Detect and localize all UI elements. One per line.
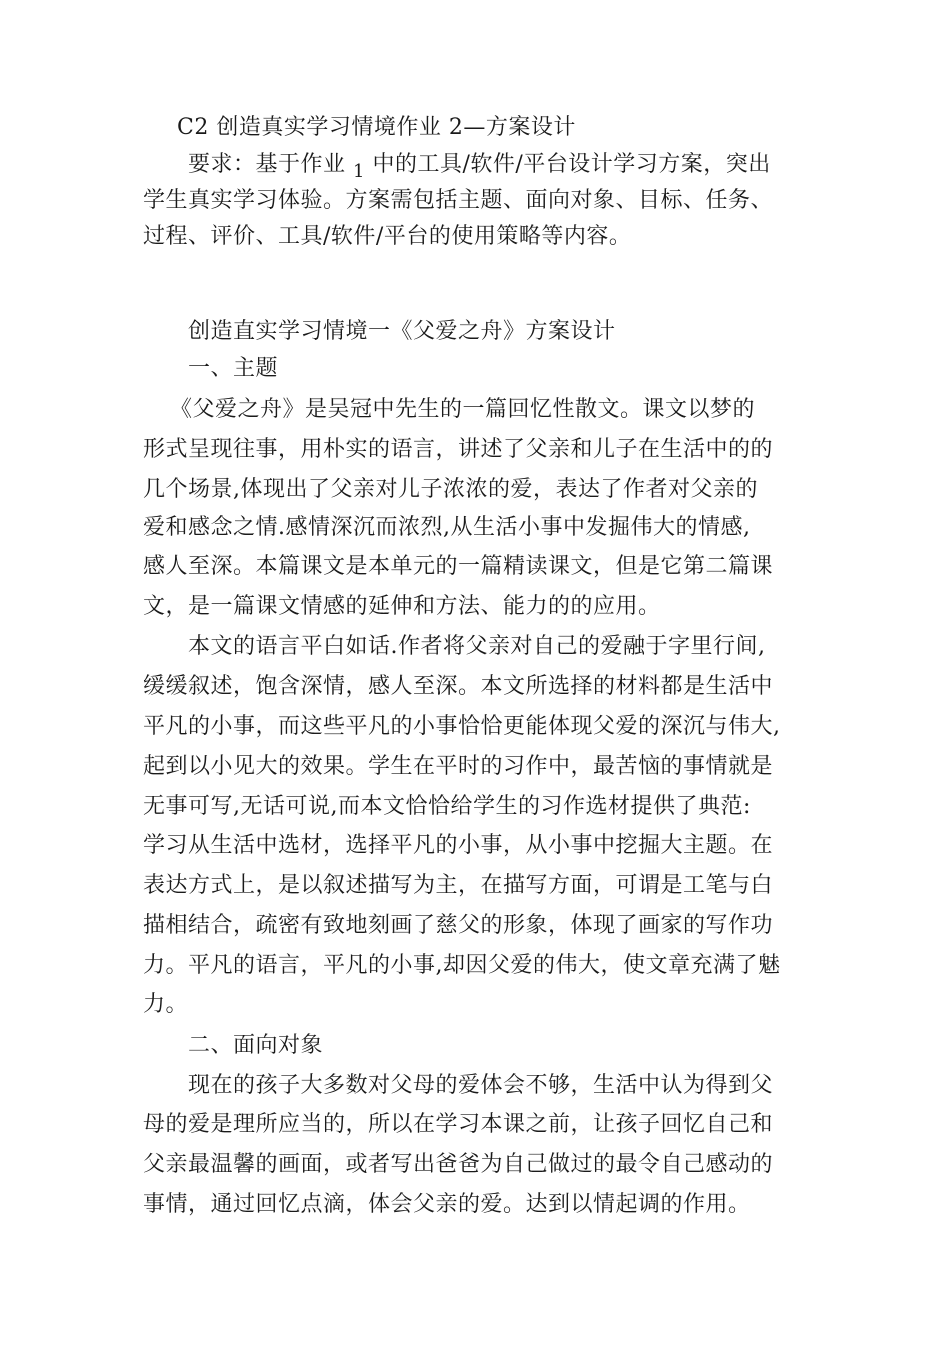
s1-p2-line-2: 缓缓叙述，饱含深情，感人至深。本文所选择的材料都是生活中 — [143, 674, 774, 699]
s2-p1-line-1: 现在的孩子大多数对父母的爱体会不够，生活中认为得到父 — [188, 1073, 774, 1098]
s1-p2-line-7: 表达方式上，是以叙述描写为主，在描写方面，可谓是工笔与白 — [143, 873, 774, 898]
requirement-line-2: 学生真实学习体验。方案需包括主题、面向对象、目标、任务、 — [143, 188, 774, 213]
s1-p1-line-3: 几个场景,体现出了父亲对儿子浓浓的爱，表达了作者对父亲的 — [143, 477, 758, 502]
doc-title: 创造直实学习情境一《父爱之舟》方案设计 — [188, 319, 616, 344]
requirement-text-a: 要求：基于作业 — [188, 152, 346, 177]
requirement-line-1 — [188, 150, 868, 181]
s1-p2-line-9: 力。平凡的语言，平凡的小事,却因父爱的伟大，使文章充满了魅 — [143, 953, 781, 978]
s1-p2-line-1: 本文的语言平白如话.作者将父亲对自己的爱融于字里行间, — [188, 634, 766, 659]
s1-p2-line-5: 无事可写,无话可说,而本文恰恰给学生的习作选材提供了典范: — [143, 794, 751, 819]
s1-p1-line-6: 文，是一篇课文情感的延伸和方法、能力的的应用。 — [143, 594, 661, 619]
s1-p2-line-4: 起到以小见大的效果。学生在平时的习作中，最苦恼的事情就是 — [143, 754, 774, 779]
s2-p1-line-3: 父亲最温馨的画面，或者写出爸爸为自己做过的最令自己感动的 — [143, 1152, 774, 1177]
s1-p2-line-8: 描相结合，疏密有致地刻画了慈父的形象，体现了画家的写作功 — [143, 913, 774, 938]
requirement-number: 1 — [353, 161, 365, 182]
requirement-line-3: 过程、评价、工具/软件/平台的使用策略等内容。 — [143, 224, 632, 249]
s1-p2-line-6: 学习从生活中选材，选择平凡的小事，从小事中挖掘大主题。在 — [143, 833, 774, 858]
s1-p1-line-5: 感人至深。本篇课文是本单元的一篇精读课文，但是它第二篇课 — [143, 554, 774, 579]
s1-p1-line-4: 爱和感念之情.感情深沉而浓烈,从生活小事中发掘伟大的情感, — [143, 515, 751, 540]
s1-p1-line-2: 形式呈现往事，用朴实的语言，讲述了父亲和儿子在生活中的的 — [143, 437, 774, 462]
requirement-text-b: 中的工具/软件/平台设计学习方案，突出 — [372, 152, 771, 177]
assignment-title: C2 创造真实学习情境作业 2—方案设计 — [177, 115, 576, 140]
s1-p2-line-10: 力。 — [143, 992, 189, 1017]
section1-heading: 一、主题 — [188, 356, 279, 381]
s2-p1-line-2: 母的爱是理所应当的，所以在学习本课之前，让孩子回忆自己和 — [143, 1112, 774, 1137]
s1-p2-line-3: 平凡的小事，而这些平凡的小事恰恰更能体现父爱的深沉与伟大, — [143, 714, 781, 739]
s1-p1-line-1: 《父爱之舟》是吴冠中先生的一篇回忆性散文。课文以梦的 — [170, 397, 756, 422]
s2-p1-line-4: 事情，通过回忆点滴，体会父亲的爱。达到以情起调的作用。 — [143, 1192, 751, 1217]
section2-heading: 二、面向对象 — [188, 1033, 324, 1058]
